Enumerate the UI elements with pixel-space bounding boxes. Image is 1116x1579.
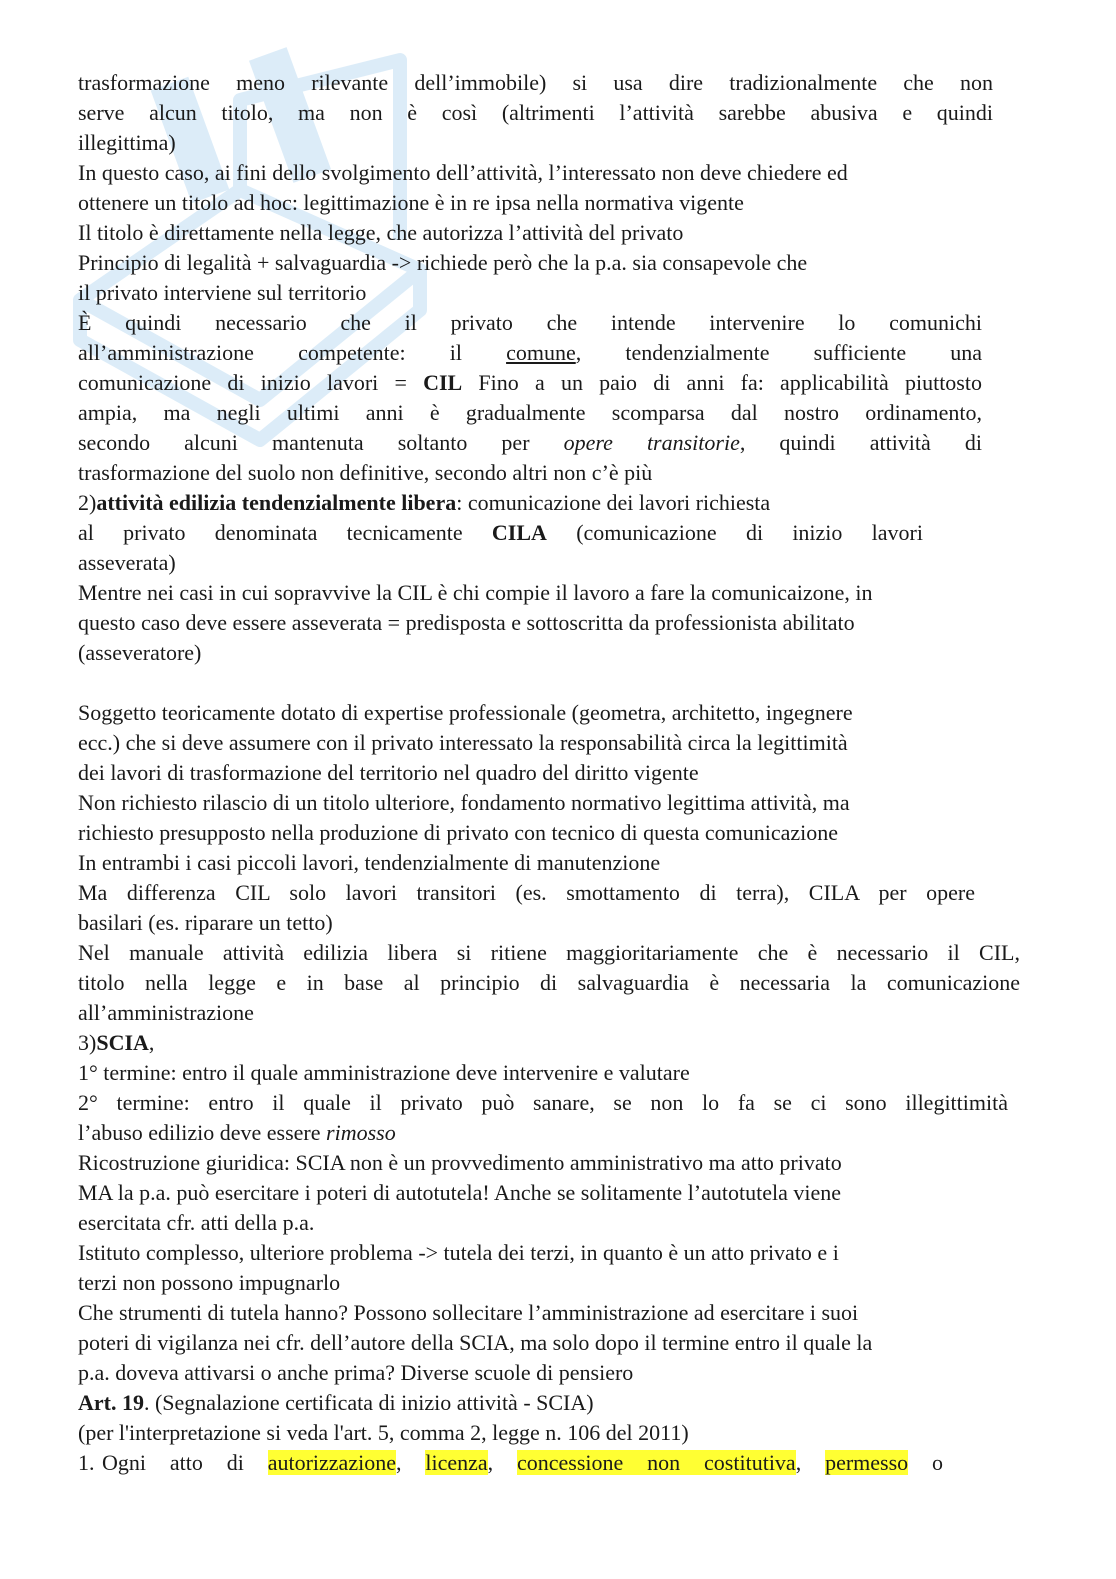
text-line: richiesto presupposto nella produzione di privato con tecnico di questa comunicazione xyxy=(78,820,838,845)
highlighted-term: concessione non costitutiva xyxy=(517,1450,796,1475)
text-line: 2)attività edilizia tendenzialmente libera: comunicazione dei lavori richiesta xyxy=(78,490,771,515)
text-line: Istituto complesso, ulteriore problema -> tutela dei terzi, in quanto è un atto privato e i xyxy=(78,1240,839,1265)
text-line: ampia, ma negli ultimi anni è gradualmente scomparsa dal nostro ordinamento, xyxy=(78,400,982,425)
text-line: secondo alcuni mantenuta soltanto per opere transitorie, quindi attività di xyxy=(78,430,982,455)
article-heading: Art. 19. (Segnalazione certificata di inizio attività - SCIA) xyxy=(78,1390,594,1415)
text-line: Ma differenza CIL solo lavori transitori (es. smottamento di terra), CILA per opere xyxy=(78,880,975,905)
text-line: (per l'interpretazione si veda l'art. 5, comma 2, legge n. 106 del 2011) xyxy=(78,1420,689,1445)
text-line: ottenere un titolo ad hoc: legittimazione è in re ipsa nella normativa vigente xyxy=(78,190,744,215)
text-line: Il titolo è direttamente nella legge, che autorizza l’attività del privato xyxy=(78,220,684,245)
text-line: Mentre nei casi in cui sopravvive la CIL è chi compie il lavoro a fare la comunicaizone, in xyxy=(78,580,873,605)
bold-term: attività edilizia tendenzialmente libera xyxy=(96,490,457,515)
text-line: In questo caso, ai fini dello svolgimento dell’attività, l’interessato non deve chiedere ed xyxy=(78,160,848,185)
text-line: dei lavori di trasformazione del territorio nel quadro del diritto vigente xyxy=(78,760,699,785)
text-line: questo caso deve essere asseverata = predisposta e sottoscritta da professionista abilitato xyxy=(78,610,855,635)
text-line: (asseveratore) xyxy=(78,640,202,665)
text-line: 2° termine: entro il quale il privato può sanare, se non lo fa se ci sono illegittimità xyxy=(78,1090,1008,1115)
article-number: Art. 19 xyxy=(78,1390,144,1415)
text-line: 3)SCIA, xyxy=(78,1030,155,1055)
text-line: È quindi necessario che il privato che intende intervenire lo comunichi xyxy=(78,310,982,335)
bold-term: CIL xyxy=(423,370,463,395)
highlighted-term: permesso xyxy=(825,1450,909,1475)
text-line: all’amministrazione competente: il comune, tendenzialmente sufficiente una xyxy=(78,340,982,365)
text-line: Principio di legalità + salvaguardia -> richiede però che la p.a. sia consapevole che xyxy=(78,250,808,275)
text-line: basilari (es. riparare un tetto) xyxy=(78,910,333,935)
text-line: comunicazione di inizio lavori = CIL Fino a un paio di anni fa: applicabilità piuttosto xyxy=(78,370,982,395)
text-line: terzi non possono impugnarlo xyxy=(78,1270,341,1295)
text-line: asseverata) xyxy=(78,550,176,575)
text-line: titolo nella legge e in base al principio di salvaguardia è necessaria la comunicazione xyxy=(78,970,1020,995)
bold-term: SCIA xyxy=(96,1030,149,1055)
text-line: Nel manuale attività edilizia libera si ritiene maggioritariamente che è necessario il CIL, xyxy=(78,940,1020,965)
text-line: poteri di vigilanza nei cfr. dell’autore della SCIA, ma solo dopo il termine entro il quale la xyxy=(78,1330,873,1355)
underlined-term: comune xyxy=(506,340,576,365)
text-line: p.a. doveva attivarsi o anche prima? Diverse scuole di pensiero xyxy=(78,1360,634,1385)
text-line: trasformazione del suolo non definitive, secondo altri non c’è più xyxy=(78,460,653,485)
text-line: MA la p.a. può esercitare i poteri di autotutela! Anche se solitamente l’autotutela viene xyxy=(78,1180,842,1205)
highlighted-term: licenza xyxy=(425,1450,488,1475)
text-line: all’amministrazione xyxy=(78,1000,254,1025)
text-line: il privato interviene sul territorio xyxy=(78,280,367,305)
italic-term: opere transitorie xyxy=(563,430,740,455)
list-number: 1. xyxy=(78,1450,95,1475)
text-line: l’abuso edilizio deve essere rimosso xyxy=(78,1120,396,1145)
bold-term: CILA xyxy=(491,520,547,545)
text-line: 1° termine: entro il quale amministrazione deve intervenire e valutare xyxy=(78,1060,690,1085)
text-line: serve alcun titolo, ma non è così (altrimenti l’attività sarebbe abusiva e quindi xyxy=(78,100,993,125)
text-line: In entrambi i casi piccoli lavori, tendenzialmente di manutenzione xyxy=(78,850,661,875)
text-line: Che strumenti di tutela hanno? Possono sollecitare l’amministrazione ad esercitare i suoi xyxy=(78,1300,859,1325)
paragraph-gap xyxy=(78,668,1023,698)
italic-term: rimosso xyxy=(326,1120,396,1145)
text-line: esercitata cfr. atti della p.a. xyxy=(78,1210,315,1235)
text-line: al privato denominata tecnicamente CILA (comunicazione di inizio lavori xyxy=(78,520,923,545)
highlighted-term: autorizzazione xyxy=(267,1450,396,1475)
text-line: ecc.) che si deve assumere con il privato interessato la responsabilità circa la legittimità xyxy=(78,730,848,755)
document-page xyxy=(78,68,1023,1478)
text-line: Soggetto teoricamente dotato di expertise professionale (geometra, architetto, ingegnere xyxy=(78,700,853,725)
text-line: trasformazione meno rilevante dell’immobile) si usa dire tradizionalmente che non xyxy=(78,70,993,95)
text-line: Ricostruzione giuridica: SCIA non è un provvedimento amministrativo ma atto privato xyxy=(78,1150,842,1175)
text-line: Non richiesto rilascio di un titolo ulteriore, fondamento normativo legittima attività, ma xyxy=(78,790,850,815)
list-item: 1. Ogni atto di autorizzazione, licenza, concessione non costitutiva, permesso o xyxy=(78,1448,943,1478)
text-line: illegittima) xyxy=(78,130,176,155)
